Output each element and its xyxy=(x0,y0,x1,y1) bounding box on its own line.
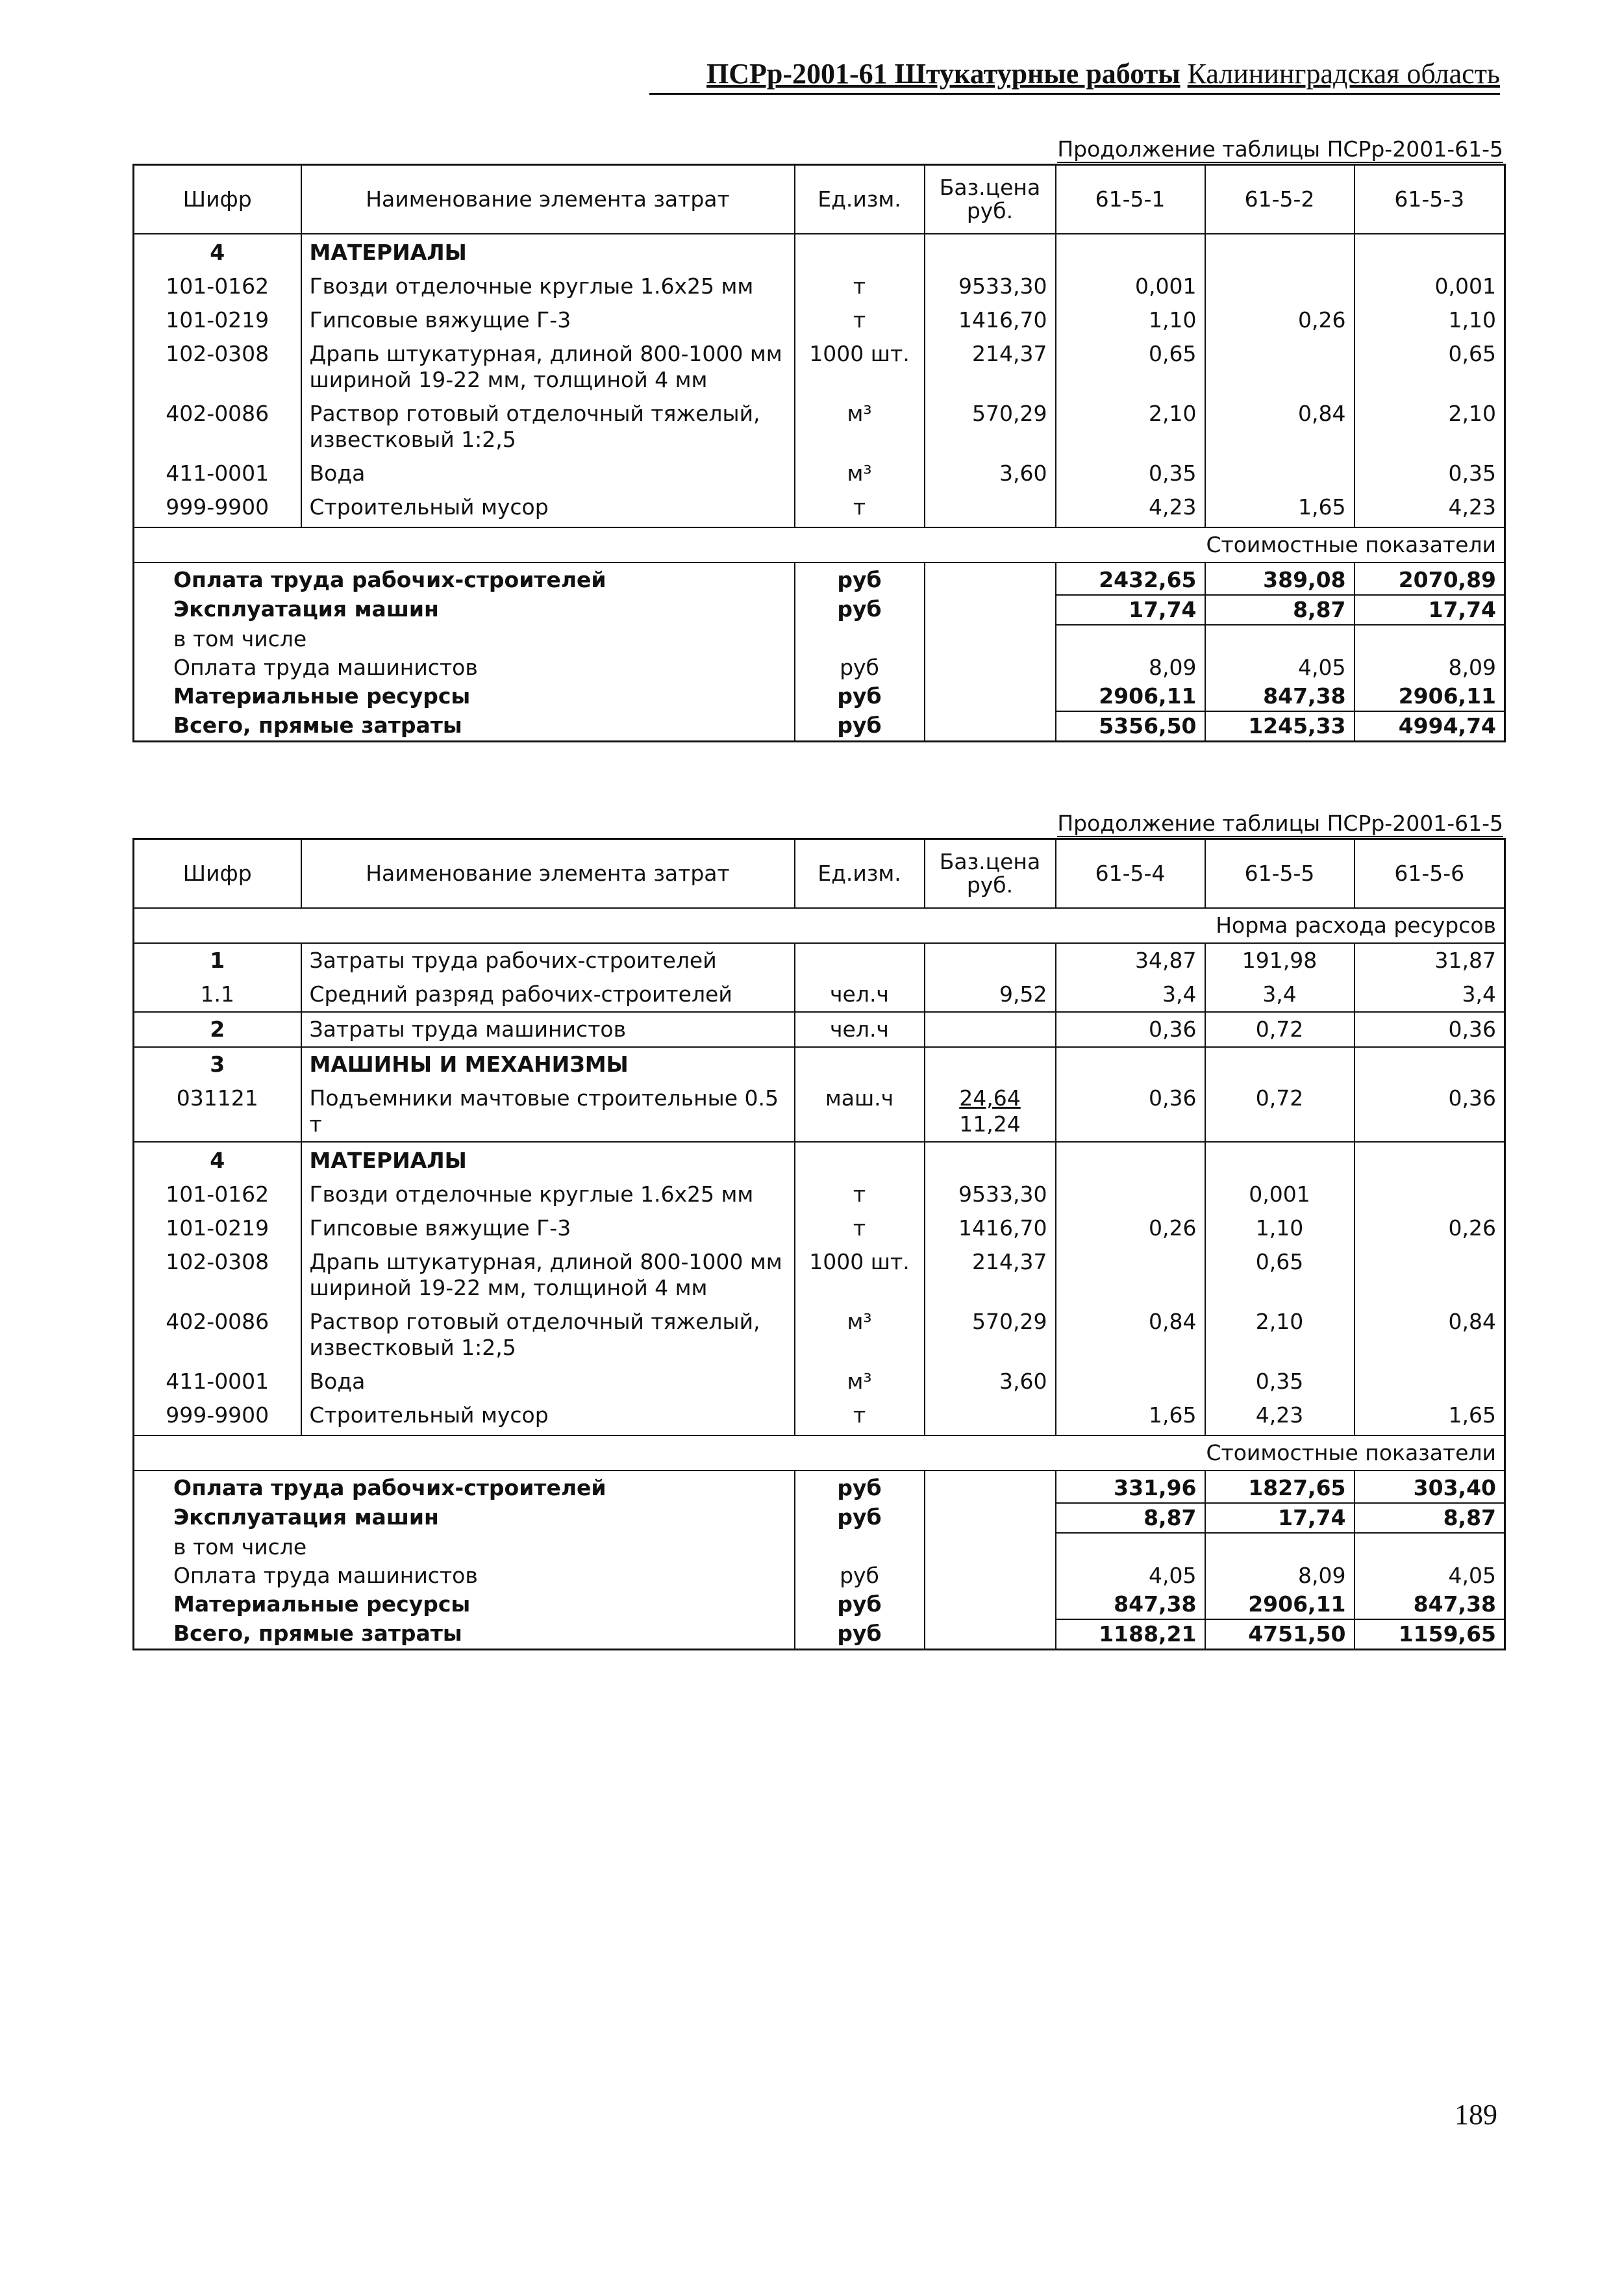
summary-value: 2906,11 xyxy=(1355,682,1505,711)
material-value: 0,35 xyxy=(1355,457,1505,490)
summary-value: 1827,65 xyxy=(1205,1471,1355,1503)
material-value: 0,001 xyxy=(1056,270,1205,303)
table2-header-row xyxy=(134,839,1505,909)
summary-value xyxy=(1205,625,1355,653)
summary-row xyxy=(134,682,1505,711)
material-price: 570,29 xyxy=(925,397,1056,457)
table1 xyxy=(132,164,1506,742)
summary-price xyxy=(925,653,1056,682)
summary-unit: руб xyxy=(795,562,925,595)
summary-price xyxy=(925,682,1056,711)
material-unit: т xyxy=(795,303,925,337)
summary-row xyxy=(134,1533,1505,1561)
col-61-5-4-header: 61-5-4 xyxy=(1056,839,1205,909)
section-materials-row: 4 МАТЕРИАЛЫ xyxy=(134,1142,1505,1178)
summary-name: Всего, прямые затраты xyxy=(173,1621,462,1646)
material-value: 4,23 xyxy=(1056,490,1205,527)
material-value: 2,10 xyxy=(1056,397,1205,457)
summary-value: 4994,74 xyxy=(1355,711,1505,742)
col-price-header: Баз.цена руб. xyxy=(925,165,1056,234)
summary-value: 1188,21 xyxy=(1056,1619,1205,1650)
material-price: 9533,30 xyxy=(925,1178,1056,1211)
summary-price xyxy=(925,1503,1056,1533)
summary-value: 331,96 xyxy=(1056,1471,1205,1503)
material-row xyxy=(134,1305,1505,1365)
cost-label: Стоимостные показатели xyxy=(134,527,1505,562)
col-61-5-1-header: 61-5-1 xyxy=(1056,165,1205,234)
summary-value: 2906,11 xyxy=(1056,682,1205,711)
summary-unit: руб xyxy=(795,1619,925,1650)
summary-value: 303,40 xyxy=(1355,1471,1505,1503)
summary-value: 8,09 xyxy=(1056,653,1205,682)
cost-label-row xyxy=(134,1435,1505,1471)
summary-price xyxy=(925,595,1056,625)
material-name: Драпь штукатурная, длиной 800-1000 мм шириной 19-22 мм, толщиной 4 мм xyxy=(301,1245,795,1305)
col-price-header: Баз.цена руб. xyxy=(925,839,1056,909)
page-header xyxy=(649,57,1500,95)
material-value: 1,10 xyxy=(1056,303,1205,337)
material-value: 0,35 xyxy=(1056,457,1205,490)
summary-row xyxy=(134,625,1505,653)
machine-price-bottom: 11,24 xyxy=(959,1111,1021,1137)
region-name: Калининградская область xyxy=(1187,58,1500,90)
col-unit-header: Ед.изм. xyxy=(795,839,925,909)
material-value xyxy=(1205,337,1355,397)
material-code: 411-0001 xyxy=(134,457,301,490)
summary-name: Оплата труда машинистов xyxy=(173,655,478,680)
section-materials-row: 4 МАТЕРИАЛЫ xyxy=(134,234,1505,270)
material-name: Строительный мусор xyxy=(301,490,795,527)
section-machines-row: 3 МАШИНЫ И МЕХАНИЗМЫ xyxy=(134,1047,1505,1081)
summary-row xyxy=(134,595,1505,625)
material-value: 1,65 xyxy=(1205,490,1355,527)
col-61-5-2-header: 61-5-2 xyxy=(1205,165,1355,234)
summary-value: 1245,33 xyxy=(1205,711,1355,742)
summary-name: Материальные ресурсы xyxy=(173,683,471,709)
table2-continuation-note: Продолжение таблицы ПСРр-2001-61-5 xyxy=(1057,811,1503,836)
material-unit: 1000 шт. xyxy=(795,1245,925,1305)
col-61-5-6-header: 61-5-6 xyxy=(1355,839,1505,909)
material-value: 0,26 xyxy=(1355,1211,1505,1245)
summary-unit: руб xyxy=(795,1503,925,1533)
summary-value: 4751,50 xyxy=(1205,1619,1355,1650)
summary-value: 4,05 xyxy=(1205,653,1355,682)
material-unit: т xyxy=(795,1178,925,1211)
summary-name: в том числе xyxy=(173,1534,307,1560)
material-row xyxy=(134,303,1505,337)
col-code-header: Шифр xyxy=(134,165,301,234)
summary-value: 17,74 xyxy=(1205,1503,1355,1533)
labor-row: 1 Затраты труда рабочих-строителей 34,87 191,98 31,87 xyxy=(134,943,1505,978)
summary-unit: руб xyxy=(795,1590,925,1619)
material-name: Вода xyxy=(301,1365,795,1398)
material-value xyxy=(1205,270,1355,303)
summary-price xyxy=(925,1471,1056,1503)
summary-price xyxy=(925,1590,1056,1619)
summary-value: 4,05 xyxy=(1355,1561,1505,1590)
material-row xyxy=(134,1245,1505,1305)
material-unit: м³ xyxy=(795,1365,925,1398)
page-number: 189 xyxy=(1455,2099,1497,2130)
material-value: 4,23 xyxy=(1205,1398,1355,1435)
summary-unit: руб xyxy=(795,1561,925,1590)
material-unit: т xyxy=(795,490,925,527)
col-name-header: Наименование элемента затрат xyxy=(301,839,795,909)
summary-row xyxy=(134,1590,1505,1619)
summary-value xyxy=(1205,1533,1355,1561)
summary-row xyxy=(134,711,1505,742)
summary-value: 4,05 xyxy=(1056,1561,1205,1590)
material-value: 0,65 xyxy=(1355,337,1505,397)
material-row xyxy=(134,1398,1505,1435)
material-price: 570,29 xyxy=(925,1305,1056,1365)
summary-value: 847,38 xyxy=(1355,1590,1505,1619)
summary-unit: руб xyxy=(795,1471,925,1503)
material-name: Раствор готовый отделочный тяжелый, известковый 1:2,5 xyxy=(301,1305,795,1365)
material-value: 0,84 xyxy=(1355,1305,1505,1365)
material-unit: т xyxy=(795,1398,925,1435)
summary-price xyxy=(925,1533,1056,1561)
material-value: 1,10 xyxy=(1205,1211,1355,1245)
summary-price xyxy=(925,1619,1056,1650)
material-unit: т xyxy=(795,270,925,303)
cost-label: Стоимостные показатели xyxy=(134,1435,1505,1471)
material-name: Драпь штукатурная, длиной 800-1000 мм шириной 19-22 мм, толщиной 4 мм xyxy=(301,337,795,397)
material-value: 0,001 xyxy=(1355,270,1505,303)
summary-price xyxy=(925,625,1056,653)
material-unit: м³ xyxy=(795,397,925,457)
material-value: 2,10 xyxy=(1355,397,1505,457)
summary-value: 389,08 xyxy=(1205,562,1355,595)
material-value xyxy=(1355,1365,1505,1398)
material-value: 0,001 xyxy=(1205,1178,1355,1211)
col-name-header: Наименование элемента затрат xyxy=(301,165,795,234)
summary-value: 8,87 xyxy=(1355,1503,1505,1533)
material-name: Вода xyxy=(301,457,795,490)
material-value: 1,10 xyxy=(1355,303,1505,337)
document-code-title: ПСРр-2001-61 Штукатурные работы xyxy=(706,58,1181,90)
cost-label-row xyxy=(134,527,1505,562)
summary-value: 2432,65 xyxy=(1056,562,1205,595)
col-61-5-3-header: 61-5-3 xyxy=(1355,165,1505,234)
summary-value: 17,74 xyxy=(1355,595,1505,625)
summary-value: 847,38 xyxy=(1056,1590,1205,1619)
summary-name: Оплата труда рабочих-строителей xyxy=(173,567,606,592)
material-price xyxy=(925,1398,1056,1435)
material-name: Гвозди отделочные круглые 1.6х25 мм xyxy=(301,270,795,303)
material-price: 1416,70 xyxy=(925,1211,1056,1245)
material-value xyxy=(1056,1245,1205,1305)
material-code: 999-9900 xyxy=(134,490,301,527)
material-value: 4,23 xyxy=(1355,490,1505,527)
material-code: 102-0308 xyxy=(134,1245,301,1305)
material-row xyxy=(134,1211,1505,1245)
material-name: Гвозди отделочные круглые 1.6х25 мм xyxy=(301,1178,795,1211)
material-value: 2,10 xyxy=(1205,1305,1355,1365)
summary-name: Эксплуатация машин xyxy=(173,596,439,622)
material-row xyxy=(134,397,1505,457)
material-value: 1,65 xyxy=(1355,1398,1505,1435)
material-code: 101-0162 xyxy=(134,1178,301,1211)
table1-header-row xyxy=(134,165,1505,234)
material-price: 1416,70 xyxy=(925,303,1056,337)
summary-unit: руб xyxy=(795,711,925,742)
summary-name: Эксплуатация машин xyxy=(173,1504,439,1530)
material-code: 402-0086 xyxy=(134,1305,301,1365)
norm-label-row: Норма расхода ресурсов xyxy=(134,908,1505,943)
material-row xyxy=(134,490,1505,527)
material-value xyxy=(1355,1178,1505,1211)
summary-name: Всего, прямые затраты xyxy=(173,713,462,738)
table1-continuation-note: Продолжение таблицы ПСРр-2001-61-5 xyxy=(1057,136,1503,162)
material-code: 102-0308 xyxy=(134,337,301,397)
summary-name: Оплата труда рабочих-строителей xyxy=(173,1475,606,1500)
summary-value: 847,38 xyxy=(1205,682,1355,711)
grade-row: 1.1 Средний разряд рабочих-строителей чел.ч 9,52 3,4 3,4 3,4 xyxy=(134,978,1505,1012)
material-value: 1,65 xyxy=(1056,1398,1205,1435)
summary-value: 8,09 xyxy=(1355,653,1505,682)
material-value: 0,65 xyxy=(1056,337,1205,397)
material-value: 0,84 xyxy=(1056,1305,1205,1365)
summary-row xyxy=(134,562,1505,595)
material-price: 9533,30 xyxy=(925,270,1056,303)
material-value: 0,35 xyxy=(1205,1365,1355,1398)
summary-name: Материальные ресурсы xyxy=(173,1591,471,1617)
material-price xyxy=(925,490,1056,527)
summary-name: в том числе xyxy=(173,626,307,651)
summary-value: 17,74 xyxy=(1056,595,1205,625)
material-row xyxy=(134,1178,1505,1211)
material-code: 101-0219 xyxy=(134,1211,301,1245)
machinists-row: 2 Затраты труда машинистов чел.ч 0,36 0,72 0,36 xyxy=(134,1012,1505,1047)
material-value xyxy=(1056,1178,1205,1211)
col-unit-header: Ед.изм. xyxy=(795,165,925,234)
material-price: 3,60 xyxy=(925,1365,1056,1398)
material-row xyxy=(134,1365,1505,1398)
col-61-5-5-header: 61-5-5 xyxy=(1205,839,1355,909)
material-value: 0,26 xyxy=(1056,1211,1205,1245)
material-unit: 1000 шт. xyxy=(795,337,925,397)
summary-price xyxy=(925,562,1056,595)
summary-row xyxy=(134,653,1505,682)
summary-row xyxy=(134,1561,1505,1590)
material-code: 101-0219 xyxy=(134,303,301,337)
summary-price xyxy=(925,1561,1056,1590)
table2 xyxy=(132,838,1506,1650)
material-price: 214,37 xyxy=(925,337,1056,397)
summary-row xyxy=(134,1471,1505,1503)
summary-value: 2070,89 xyxy=(1355,562,1505,595)
summary-value: 5356,50 xyxy=(1056,711,1205,742)
summary-name: Оплата труда машинистов xyxy=(173,1563,478,1588)
summary-unit: руб xyxy=(795,653,925,682)
material-price: 3,60 xyxy=(925,457,1056,490)
summary-row xyxy=(134,1619,1505,1650)
material-code: 411-0001 xyxy=(134,1365,301,1398)
material-code: 101-0162 xyxy=(134,270,301,303)
summary-value: 8,87 xyxy=(1056,1503,1205,1533)
material-unit: м³ xyxy=(795,1305,925,1365)
material-name: Гипсовые вяжущие Г-3 xyxy=(301,303,795,337)
summary-value xyxy=(1056,625,1205,653)
summary-unit: руб xyxy=(795,682,925,711)
summary-unit: руб xyxy=(795,595,925,625)
material-name: Гипсовые вяжущие Г-3 xyxy=(301,1211,795,1245)
material-price: 214,37 xyxy=(925,1245,1056,1305)
machine-row: 031121 Подъемники мачтовые строительные 0.5 т маш.ч 24,64 11,24 0,36 0,72 0,36 xyxy=(134,1081,1505,1142)
material-unit: т xyxy=(795,1211,925,1245)
material-code: 402-0086 xyxy=(134,397,301,457)
summary-value: 1159,65 xyxy=(1355,1619,1505,1650)
col-code-header: Шифр xyxy=(134,839,301,909)
summary-price xyxy=(925,711,1056,742)
summary-value xyxy=(1355,1533,1505,1561)
material-value xyxy=(1205,457,1355,490)
summary-unit xyxy=(795,1533,925,1561)
material-name: Строительный мусор xyxy=(301,1398,795,1435)
material-code: 999-9900 xyxy=(134,1398,301,1435)
summary-value: 8,87 xyxy=(1205,595,1355,625)
material-value xyxy=(1056,1365,1205,1398)
summary-unit xyxy=(795,625,925,653)
summary-value: 2906,11 xyxy=(1205,1590,1355,1619)
material-row xyxy=(134,270,1505,303)
material-value: 0,26 xyxy=(1205,303,1355,337)
material-row xyxy=(134,337,1505,397)
material-name: Раствор готовый отделочный тяжелый, известковый 1:2,5 xyxy=(301,397,795,457)
material-value: 0,65 xyxy=(1205,1245,1355,1305)
material-value: 0,84 xyxy=(1205,397,1355,457)
material-unit: м³ xyxy=(795,457,925,490)
summary-value xyxy=(1355,625,1505,653)
material-row xyxy=(134,457,1505,490)
summary-value xyxy=(1056,1533,1205,1561)
summary-row xyxy=(134,1503,1505,1533)
summary-value: 8,09 xyxy=(1205,1561,1355,1590)
machine-price-top: 24,64 xyxy=(959,1085,1021,1111)
material-value xyxy=(1355,1245,1505,1305)
